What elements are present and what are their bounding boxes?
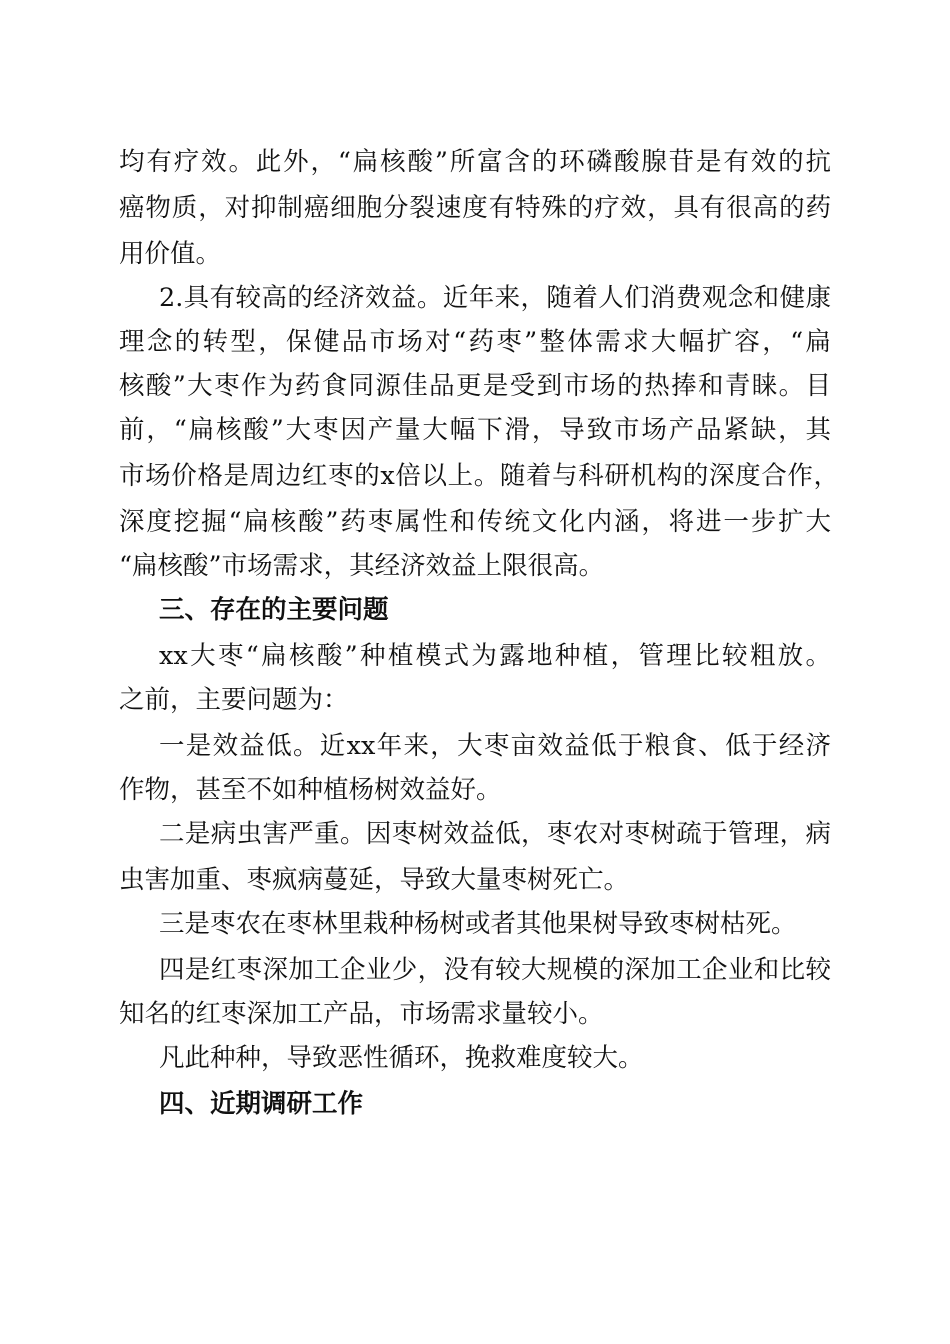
paragraph-line: 用价值。 (119, 239, 222, 269)
paragraph-line: 市场价格是周边红枣的x倍以上。随着与科研机构的深度合作， (119, 461, 839, 491)
paragraph-line: “扁核酸”市场需求，其经济效益上限很高。 (119, 551, 605, 581)
paragraph-line: 2.具有较高的经济效益。近年来，随着人们消费观念和健康 (159, 283, 831, 313)
paragraph-line: xx大枣“扁核酸”种植模式为露地种植，管理比较粗放。 (159, 641, 831, 671)
paragraph-line: 一是效益低。近xx年来，大枣亩效益低于粮食、低于经济 (159, 731, 831, 761)
paragraph-line: 癌物质，对抑制癌细胞分裂速度有特殊的疗效，具有很高的药 (119, 193, 831, 223)
paragraph-line: 深度挖掘“扁核酸”药枣属性和传统文化内涵，将进一步扩大 (119, 507, 831, 537)
section-heading-3: 三、存在的主要问题 (159, 595, 389, 625)
paragraph-line: 知名的红枣深加工产品，市场需求量较小。 (119, 999, 604, 1029)
paragraph-line: 虫害加重、枣疯病蔓延，导致大量枣树死亡。 (119, 865, 630, 895)
paragraph-line: 四是红枣深加工企业少，没有较大规模的深加工企业和比较 (159, 955, 831, 985)
paragraph-line: 前，“扁核酸”大枣因产量大幅下滑，导致市场产品紧缺，其 (119, 415, 831, 445)
paragraph-line: 核酸”大枣作为药食同源佳品更是受到市场的热捧和青睐。目 (119, 371, 831, 401)
paragraph-line: 二是病虫害严重。因枣树效益低，枣农对枣树疏于管理，病 (159, 819, 831, 849)
paragraph-line: 之前，主要问题为： (119, 685, 349, 715)
paragraph-line: 作物，甚至不如种植杨树效益好。 (119, 775, 502, 805)
paragraph-line: 三是枣农在枣林里栽种杨树或者其他果树导致枣树枯死。 (159, 909, 797, 939)
paragraph-line: 理念的转型，保健品市场对“药枣”整体需求大幅扩容，“扁 (119, 327, 831, 357)
section-heading-4: 四、近期调研工作 (159, 1089, 364, 1119)
paragraph-line: 凡此种种，导致恶性循环，挽救难度较大。 (159, 1043, 644, 1073)
paragraph-line: 均有疗效。此外，“扁核酸”所富含的环磷酸腺苷是有效的抗 (119, 147, 831, 177)
